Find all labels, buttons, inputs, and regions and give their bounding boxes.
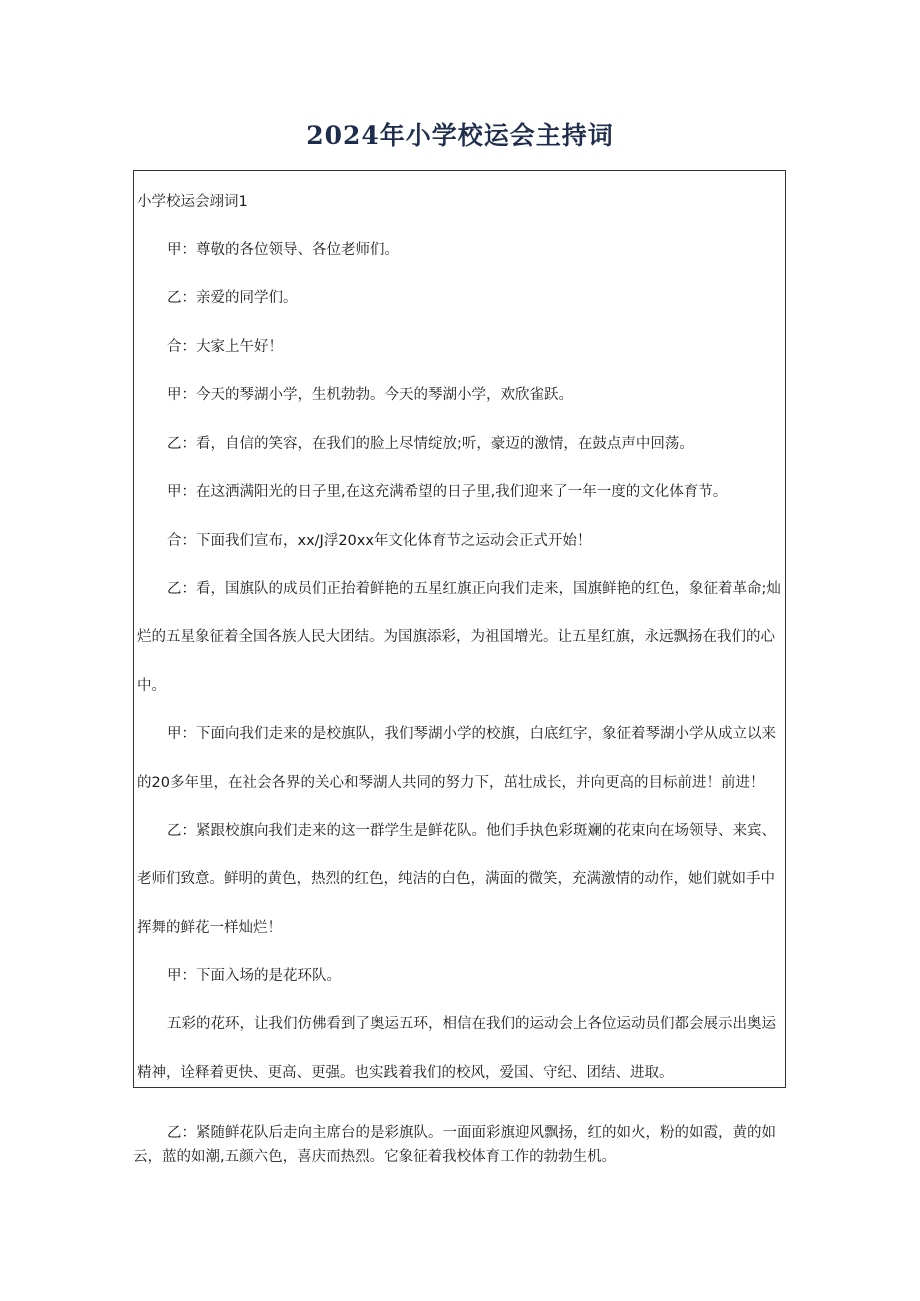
text-line: 精神，诠释着更快、更高、更强。也实践着我们的校风，爱国、守纪、团结、进取。 (137, 1065, 674, 1081)
document-title: 2024年小学校运会主持词 (306, 121, 614, 150)
text-line: 甲：下面入场的是花环队。 (167, 968, 341, 984)
text-line: 乙：紧随鲜花队后走向主席台的是彩旗队。一面面彩旗迎风飘扬，红的如火，粉的如霞，黄的如 (167, 1125, 776, 1141)
text-line: 乙：紧跟校旗向我们走来的这一群学生是鲜花队。他们手执色彩斑斓的花束向在场领导、来宾、 (167, 823, 776, 839)
text-line: 甲：尊敬的各位领导、各位老师们。 (167, 242, 399, 258)
text-line: 挥舞的鲜花一样灿烂！ (137, 920, 282, 936)
text-line: 甲：今天的琴湖小学，生机勃勃。今天的琴湖小学，欢欣雀跃。 (167, 387, 573, 403)
text-line: 乙：亲爱的同学们。 (167, 290, 298, 306)
text-line: 乙：看，自信的笑容，在我们的脸上尽情绽放;听，豪迈的激情，在鼓点声中回荡。 (167, 436, 694, 452)
text-line: 五彩的花环，让我们仿佛看到了奥运五环，相信在我们的运动会上各位运动员们都会展示出奥运 (167, 1016, 776, 1032)
text-line: 中。 (137, 678, 166, 694)
text-line: 合：下面我们宣布，xx/J浮20xx年文化体育节之运动会正式开始！ (167, 533, 592, 549)
text-line: 乙：看，国旗队的成员们正抬着鲜艳的五星红旗正向我们走来，国旗鲜艳的红色，象征着革命;灿 (167, 581, 781, 597)
text-line: 的20多年里，在社会各界的关心和琴湖人共同的努力下，茁壮成长，并向更高的目标前进！前进！ (137, 775, 765, 791)
text-line: 云，蓝的如潮,五颜六色，喜庆而热烈。它象征着我校体育工作的勃勃生机。 (133, 1149, 617, 1165)
text-line: 甲：在这洒满阳光的日子里,在这充满希望的日子里,我们迎来了一年一度的文化体育节。 (167, 484, 728, 500)
text-line: 烂的五星象征着全国各族人民大团结。为国旗添彩，为祖国增光。让五星红旗，永远飘扬在我们的心 (137, 629, 775, 645)
section-heading: 小学校运会翊词1 (137, 194, 248, 210)
text-line: 甲：下面向我们走来的是校旗队，我们琴湖小学的校旗，白底红字，象征着琴湖小学从成立以来 (167, 726, 776, 742)
text-line: 合：大家上午好！ (167, 339, 283, 355)
text-line: 老师们致意。鲜明的黄色，热烈的红色，纯洁的白色，满面的微笑，充满激情的动作，她们就如手中 (137, 871, 775, 887)
